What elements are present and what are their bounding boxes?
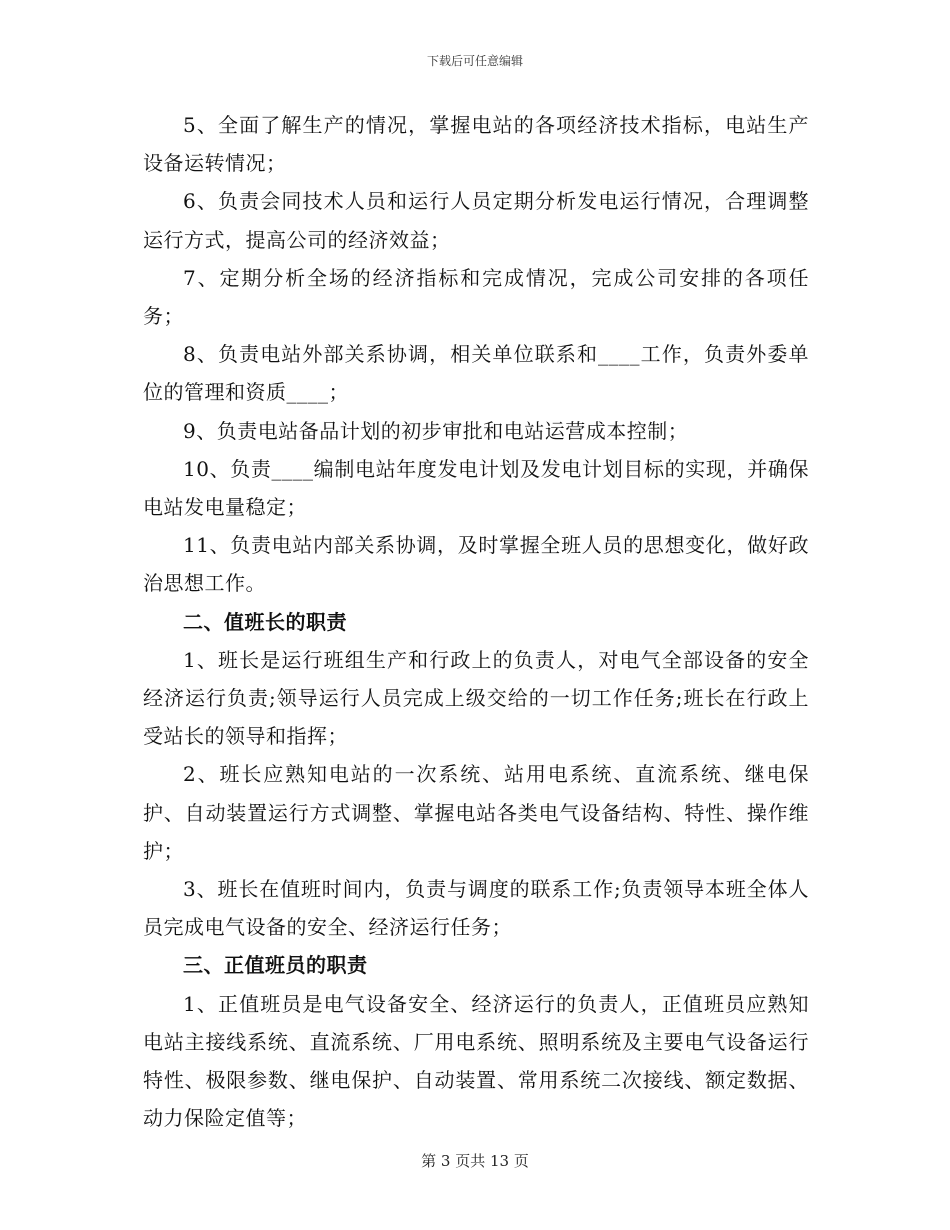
page-header: 下载后可任意编辑 xyxy=(426,54,523,68)
paragraph-leader-2: 2、班长应熟知电站的一次系统、站用电系统、直流系统、继电保护、自动装置运行方式调整、掌握电站各类电气设备结构、特性、操作维护； xyxy=(143,762,809,863)
paragraph-item-11: 11、负责电站内部关系协调，及时掌握全班人员的思想变化，做好政治思想工作。 xyxy=(143,533,809,596)
section-heading-duty-operator: 三、正值班员的职责 xyxy=(183,953,368,978)
section-heading-shift-leader: 二、值班长的职责 xyxy=(183,609,347,634)
paragraph-leader-1: 1、班长是运行班组生产和行政上的负责人，对电气全部设备的安全经济运行负责;领导运行人员完成上级交给的一切工作任务;班长在行政上受站长的领导和指挥； xyxy=(143,647,809,749)
paragraph-item-6: 6、负责会同技术人员和运行人员定期分析发电运行情况，合理调整运行方式，提高公司的经济效益； xyxy=(143,189,809,252)
paragraph-operator-1: 1、正值班员是电气设备安全、经济运行的负责人，正值班员应熟知电站主接线系统、直流系统、厂用电系统、照明系统及主要电气设备运行特性、极限参数、继电保护、自动装置、常用系统二次接线、额定数据、动力保险定值等； xyxy=(143,991,809,1131)
document-body xyxy=(143,106,809,1137)
paragraph-item-5: 5、全面了解生产的情况，掌握电站的各项经济技术指标，电站生产设备运转情况； xyxy=(143,113,809,176)
paragraph-leader-3: 3、班长在值班时间内，负责与调度的联系工作;负责领导本班全体人员完成电气设备的安全、经济运行任务； xyxy=(143,877,809,940)
page-footer: 第 3 页共 13 页 xyxy=(421,1152,529,1170)
paragraph-item-7: 7、定期分析全场的经济指标和完成情况，完成公司安排的各项任务； xyxy=(143,265,809,329)
paragraph-item-8: 8、负责电站外部关系协调，相关单位联系和____工作，负责外委单位的管理和资质____； xyxy=(143,342,809,405)
paragraph-item-10: 10、负责____编制电站年度发电计划及发电计划目标的实现，并确保电站发电量稳定； xyxy=(143,456,809,520)
paragraph-item-9: 9、负责电站备品计划的初步审批和电站运营成本控制； xyxy=(183,418,689,443)
